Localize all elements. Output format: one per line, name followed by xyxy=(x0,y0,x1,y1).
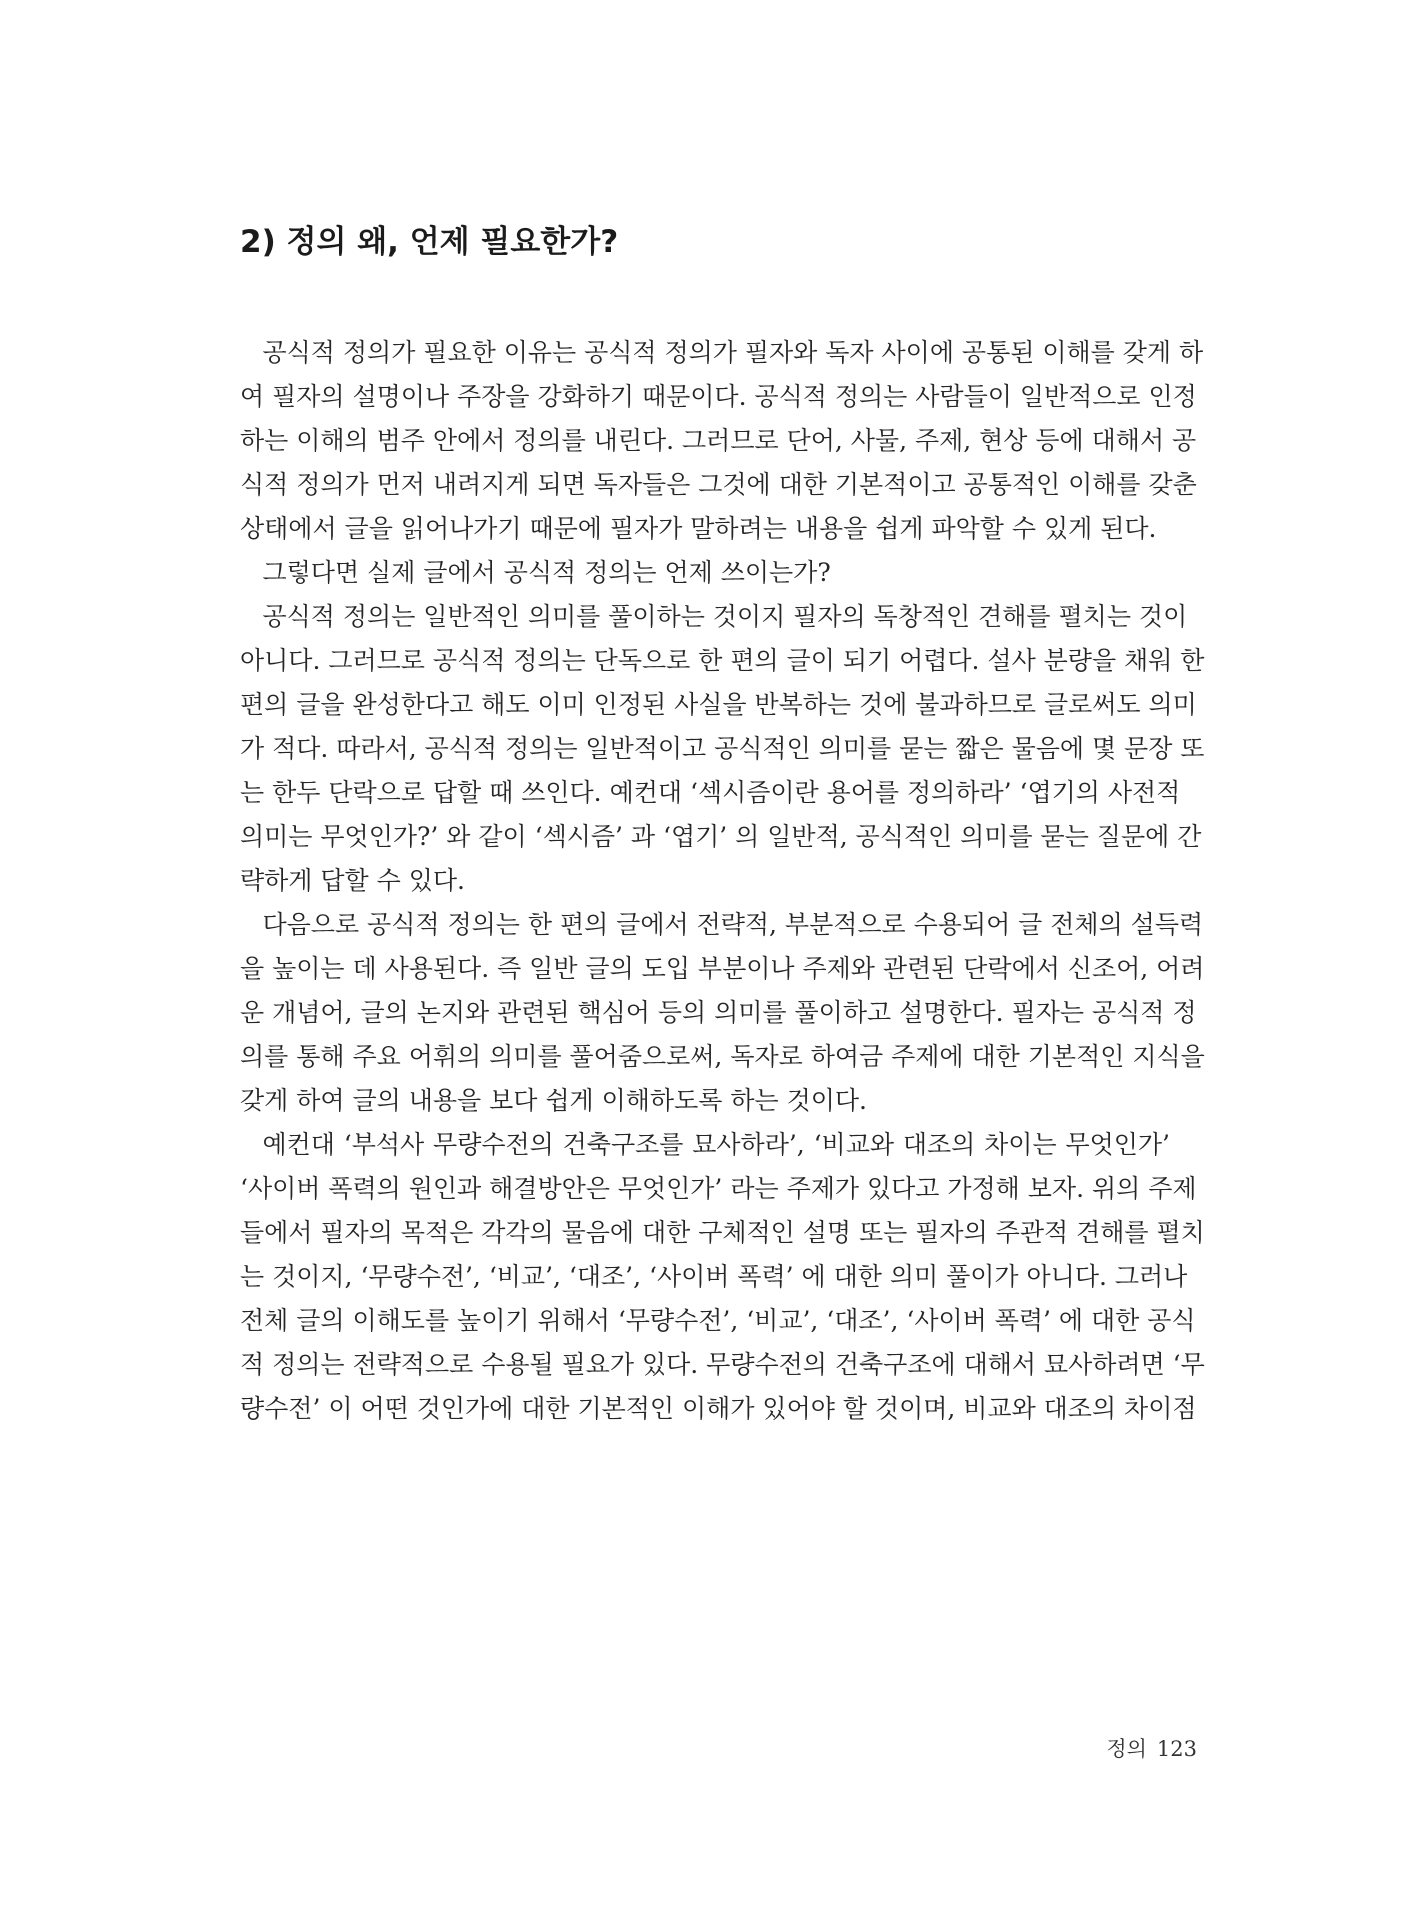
body-line: 하는 이해의 범주 안에서 정의를 내린다. 그러므로 단어, 사물, 주제, 현상 등에 대해서 공 xyxy=(240,426,1197,455)
body-line: 여 필자의 설명이나 주장을 강화하기 때문이다. 공식적 정의는 사람들이 일반적으로 인정 xyxy=(240,382,1197,411)
body-line: 가 적다. 따라서, 공식적 정의는 일반적이고 공식적인 의미를 묻는 짧은 물음에 몇 문장 또 xyxy=(240,734,1205,763)
body-line: 는 한두 단락으로 답할 때 쓰인다. 예컨대 ‘섹시즘이란 용어를 정의하라’ ‘엽기의 사전적 xyxy=(240,778,1181,807)
page-number: 123 xyxy=(1156,1737,1197,1761)
body-line: 을 높이는 데 사용된다. 즉 일반 글의 도입 부분이나 주제와 관련된 단락에서 신조어, 어려 xyxy=(240,954,1205,983)
body-line: 량수전’ 이 어떤 것인가에 대한 기본적인 이해가 있어야 할 것이며, 비교와 대조의 차이점 xyxy=(240,1394,1197,1423)
running-section-name: 정의 xyxy=(1106,1737,1147,1761)
body-line: 그렇다면 실제 글에서 공식적 정의는 언제 쓰이는가? xyxy=(262,558,831,587)
body-line: 공식적 정의가 필요한 이유는 공식적 정의가 필자와 독자 사이에 공통된 이해를 갖게 하 xyxy=(262,338,1204,367)
body-line: 의미는 무엇인가?’ 와 같이 ‘섹시즘’ 과 ‘엽기’ 의 일반적, 공식적인 의미를 묻는 질문에 간 xyxy=(240,822,1202,851)
body-line: 식적 정의가 먼저 내려지게 되면 독자들은 그것에 대한 기본적이고 공통적인 이해를 갖춘 xyxy=(240,470,1197,499)
body-line: 전체 글의 이해도를 높이기 위해서 ‘무량수전’, ‘비교’, ‘대조’, ‘사이버 폭력’ 에 대한 공식 xyxy=(240,1306,1196,1335)
body-line: 예컨대 ‘부석사 무량수전의 건축구조를 묘사하라’, ‘비교와 대조의 차이는 무엇인가’ xyxy=(262,1130,1170,1159)
body-line: ‘사이버 폭력의 원인과 해결방안은 무엇인가’ 라는 주제가 있다고 가정해 보자. 위의 주제 xyxy=(240,1174,1197,1203)
body-line: 공식적 정의는 일반적인 의미를 풀이하는 것이지 필자의 독창적인 견해를 펼치는 것이 xyxy=(262,602,1188,631)
body-line: 갖게 하여 글의 내용을 보다 쉽게 이해하도록 하는 것이다. xyxy=(240,1086,867,1115)
body-line: 아니다. 그러므로 공식적 정의는 단독으로 한 편의 글이 되기 어렵다. 설사 분량을 채워 한 xyxy=(240,646,1205,675)
body-line: 적 정의는 전략적으로 수용될 필요가 있다. 무량수전의 건축구조에 대해서 묘사하려면 ‘무 xyxy=(240,1350,1205,1379)
body-line: 상태에서 글을 읽어나가기 때문에 필자가 말하려는 내용을 쉽게 파악할 수 있게 된다. xyxy=(240,514,1157,543)
body-line: 는 것이지, ‘무량수전’, ‘비교’, ‘대조’, ‘사이버 폭력’ 에 대한 의미 풀이가 아니다. 그러나 xyxy=(240,1262,1188,1291)
page-footer xyxy=(1106,1736,1197,1762)
body-line: 의를 통해 주요 어휘의 의미를 풀어줌으로써, 독자로 하여금 주제에 대한 기본적인 지식을 xyxy=(240,1042,1205,1071)
body-line: 들에서 필자의 목적은 각각의 물음에 대한 구체적인 설명 또는 필자의 주관적 견해를 펼치 xyxy=(240,1218,1205,1247)
body-line: 략하게 답할 수 있다. xyxy=(240,866,465,895)
section-heading: 2) 정의 왜, 언제 필요한가? xyxy=(240,224,619,260)
body-text xyxy=(240,331,1205,1431)
body-line: 편의 글을 완성한다고 해도 이미 인정된 사실을 반복하는 것에 불과하므로 글로써도 의미 xyxy=(240,690,1197,719)
body-line: 운 개념어, 글의 논지와 관련된 핵심어 등의 의미를 풀이하고 설명한다. 필자는 공식적 정 xyxy=(240,998,1197,1027)
body-line: 다음으로 공식적 정의는 한 편의 글에서 전략적, 부분적으로 수용되어 글 전체의 설득력 xyxy=(262,910,1204,939)
